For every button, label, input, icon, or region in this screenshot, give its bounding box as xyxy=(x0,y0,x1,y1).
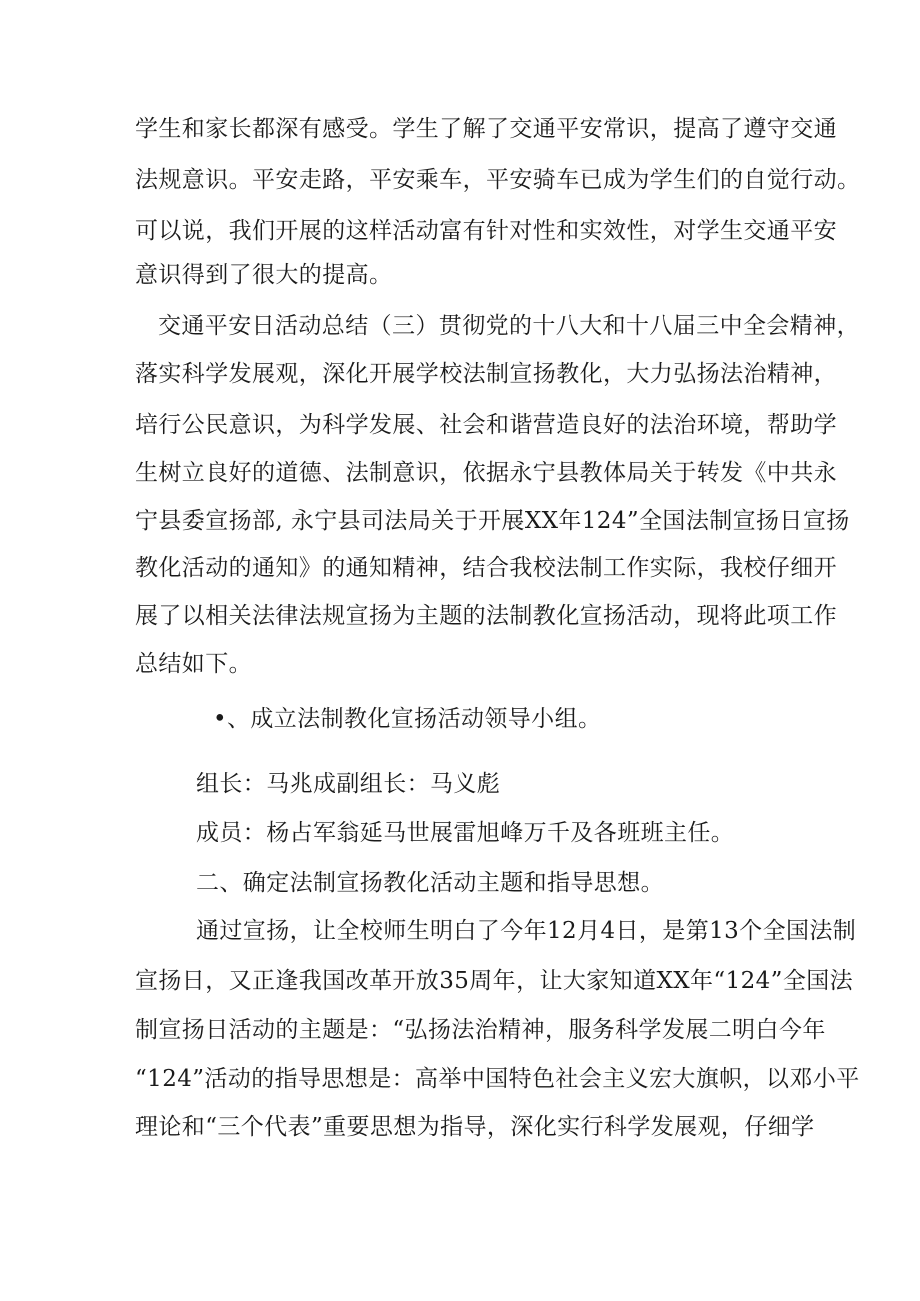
text-line: 意识得到了很大的提高。 xyxy=(135,262,393,288)
text-line: 教化活动的通知》的通知精神，结合我校法制工作实际，我校仔细开 xyxy=(135,555,837,581)
text-line: 理论和“三个代表”重要思想为指导，深化实行科学发展观，仔细学 xyxy=(135,1114,815,1140)
list-heading-1: •、成立法制教化宣扬活动领导小组。 xyxy=(213,706,602,732)
list-heading-2: 二、确定法制宣扬教化活动主题和指导思想。 xyxy=(196,870,664,896)
text-line: 培行公民意识，为科学发展、社会和谐营造良好的法治环境，帮助学 xyxy=(135,412,837,438)
text-line: 展了以相关法律法规宣扬为主题的法制教化宣扬活动，现将此项工作 xyxy=(135,603,837,629)
text-line: 宁县委宣扬部, 永宁县司法局关于开展XX年124”全国法制宣扬日宣扬 xyxy=(135,508,850,534)
text-line: 宣扬日，又正逢我国改革开放35周年，让大家知道XX年“124”全国法 xyxy=(135,968,854,994)
group-leaders-line: 组长：马兆成副组长：马义彪 xyxy=(196,771,501,797)
text-line: 学生和家长都深有感受。学生了解了交通平安常识，提高了遵守交通 xyxy=(135,116,837,142)
text-line: “124”活动的指导思想是：高举中国特色社会主义宏大旗帜，以邓小平 xyxy=(135,1066,860,1092)
text-line: 可以说，我们开展的这样活动富有针对性和实效性，对学生交通平安 xyxy=(135,218,837,244)
text-line: 生树立良好的道德、法制意识，依据永宁县教体局关于转发《中共永 xyxy=(135,460,837,486)
group-members-line: 成员：杨占军翁延马世展雷旭峰万千及各班班主任。 xyxy=(196,820,735,846)
text-line: 落实科学发展观，深化开展学校法制宣扬教化，大力弘扬法治精神， xyxy=(135,361,837,387)
text-line: 总结如下。 xyxy=(135,651,252,677)
text-line: 通过宣扬，让全校师生明白了今年12月4日，是第13个全国法制 xyxy=(196,918,857,944)
text-line: 法规意识。平安走路，平安乘车，平安骑车已成为学生们的自觉行动。 xyxy=(135,167,861,193)
section-heading-line: 交通平安日活动总结（三）贯彻党的十八大和十八届三中全会精神， xyxy=(158,313,860,339)
text-line: 制宣扬日活动的主题是：“弘扬法治精神，服务科学发展二明白今年 xyxy=(135,1017,826,1043)
